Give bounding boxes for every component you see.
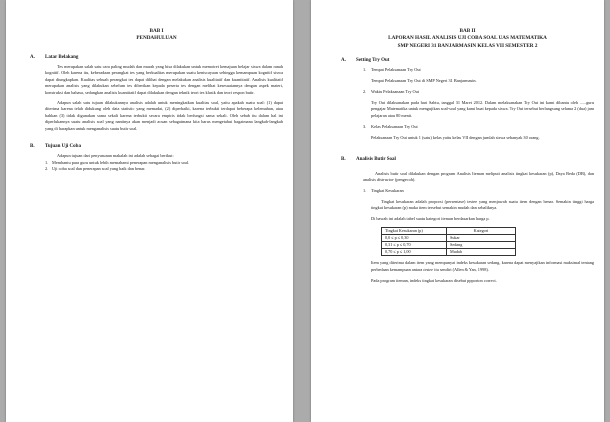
paragraph: Pelaksanaan Try Out untuk 1 (satu) kelas yaitu kelas VII dengan jumlah siswa sebanyak 30 orang. [371, 134, 540, 140]
section-heading-tujuan-uji-coba: B. Tujuan Uji Coba [30, 144, 81, 150]
table-cell: 0,0 ≤ p ≤ 0,30 [382, 235, 447, 242]
difficulty-category-table [381, 227, 516, 256]
paragraph: Analisis butir soal dilakukan dengan program Analisis Iteman meliputi analisis tingkat kesukaran (p), Daya Beda (DB), dan analisis distractor (pengecoh). [363, 170, 594, 183]
chapter-subtitle: SMP NEGERI 31 BANJARMASIN KELAS VII SEMESTER 2 [397, 42, 538, 49]
list-item: 3. Kelas Pelaksanaan Try Out [363, 123, 418, 129]
paragraph: Tes merupakan salah satu cara paling mudah dan murah yang bisa dilakukan untuk memotret kemajuan belajar siswa dalam ranah kognitif. Oleh karena itu, keberadaan perangkat tes yang berkualitas merupakan suatu keniscayaan sehingga kemampuan kognitif siswa dapat diungkapkan. Kualitas sebuah perangkat tes dapat dilihat dengan melakukan analisis kualitatif dan kuantitatif. Analisis kualitatif merupakan analisis yang dilakukan sebelum tes diberikan kepada peserta tes dengan melihat kesesuaiannya dengan aspek materi, konstruksi dan bahasa, sedangkan analisis kuantitatif dapat dilakukan dengan teknik teori tes klasik dan teori respon butir. [45, 63, 283, 95]
chapter-number: BAB I [149, 28, 164, 34]
section-heading-analisis-butir-soal: B. Analisis Butir Soal [341, 157, 396, 163]
table-cell: 0,70 ≤ p ≤ 1,00 [382, 249, 447, 256]
table-cell: Mudah [447, 249, 516, 256]
paragraph: Adapun tujuan dari penyusunan makalah ini adalah sebagai berikut: [57, 153, 174, 159]
section-heading-setting-try-out: A. Setting Try Out [341, 58, 390, 64]
list-item: 2. Uji coba soal dan penerapan soal yang baik dan benar. [45, 166, 146, 172]
table-cell: Sukar [447, 235, 516, 242]
paragraph: Pada program iteman, indeks tingkat kesukaran disebut ppporton correct. [371, 277, 497, 283]
table-header-cell: Kategori [447, 228, 516, 235]
chapter-title: PENDAHULUAN [136, 35, 177, 42]
table-row [382, 249, 516, 256]
paragraph: Adapun salah satu tujuan dilakukannya analisis adalah untuk meningkatkan kualitas soal, yaitu apakah suatu soal: (1) dapat diterima karena telah didukung oleh data statistic yang memadai, (2) diperbaiki, karena terbukti terdapat beberapa kelemahan, atau bahkan (3) tidak digunakan sama sekali karena terbukti secara empiris tidak berfungsi sama sekali. Oleh sebab itu dalam hal ini diperlukannya suatu analisis soal yang nantinya akan menjadi acuan sebagaimana kita harus mengetahui bagaimana langkah-langkah yang di harapkan untuk menganalisis suatu butir soal. [45, 99, 283, 131]
list-item: 1. Tempat Pelaksanaan Try Out [363, 67, 421, 73]
table-cell: 0,31 ≤ p ≤ 0,70 [382, 242, 447, 249]
document-page-left [6, 0, 293, 422]
table-header-row [382, 228, 516, 235]
document-page-right [311, 0, 604, 422]
table-header-cell: Tingkat Kesukaran (p) [382, 228, 447, 235]
table-row [382, 235, 516, 242]
paragraph: Item yang diterima dalam item yang mempunyai indeks kesukaran sedang, karena dapat menyajikan informasi maksimal tentang perbedaan kemampuan antara testee itu sendiri (Allen & Yan, 1998). [371, 260, 594, 272]
table-cell: Sedang [447, 242, 516, 249]
paragraph: Di bawah ini adalah tabel suatu kategori iteman berdasarkan harga p. [371, 216, 490, 222]
table-row [382, 242, 516, 249]
section-heading-latar-belakang: A. Latar Belakang [30, 54, 79, 60]
chapter-number: BAB II [459, 28, 476, 34]
chapter-title: LAPORAN HASIL ANALISIS UJI COBA SOAL UAS MATEMATIKA [388, 35, 547, 42]
list-item: 1. Membantu para guru untuk lebih memahami penerapan menganalisis butir soal. [45, 159, 190, 165]
list-item: 1. Tingkat Kesukaran [363, 188, 404, 194]
paragraph: Tingkat kesukaran adalah proporsi (persentase) testee yang menjawab suatu item dengan benar. Semakin tinggi harga tingkat kesukaran (p) maka item tersebut semakin mudah dan sebaliknya. [371, 198, 594, 211]
paragraph: Try Out dilaksanakan pada hari Sabtu, tanggal 31 Maret 2012. Dalam melaksanakan Try Out ini kami dibantu oleh ......guru pengajar Matematika untuk mengujikan soal-soal yang kami buat kepada siswa. Try Out tersebut berlangsung selama 2 (dua) jam pelajaran atau 80 menit. [371, 99, 594, 118]
paragraph: Tempat Pelaksanaan Try Out di SMP Negeri 31 Banjarmasin. [371, 78, 477, 84]
list-item: 2. Waktu Pelaksanaan Try Out [363, 88, 419, 94]
